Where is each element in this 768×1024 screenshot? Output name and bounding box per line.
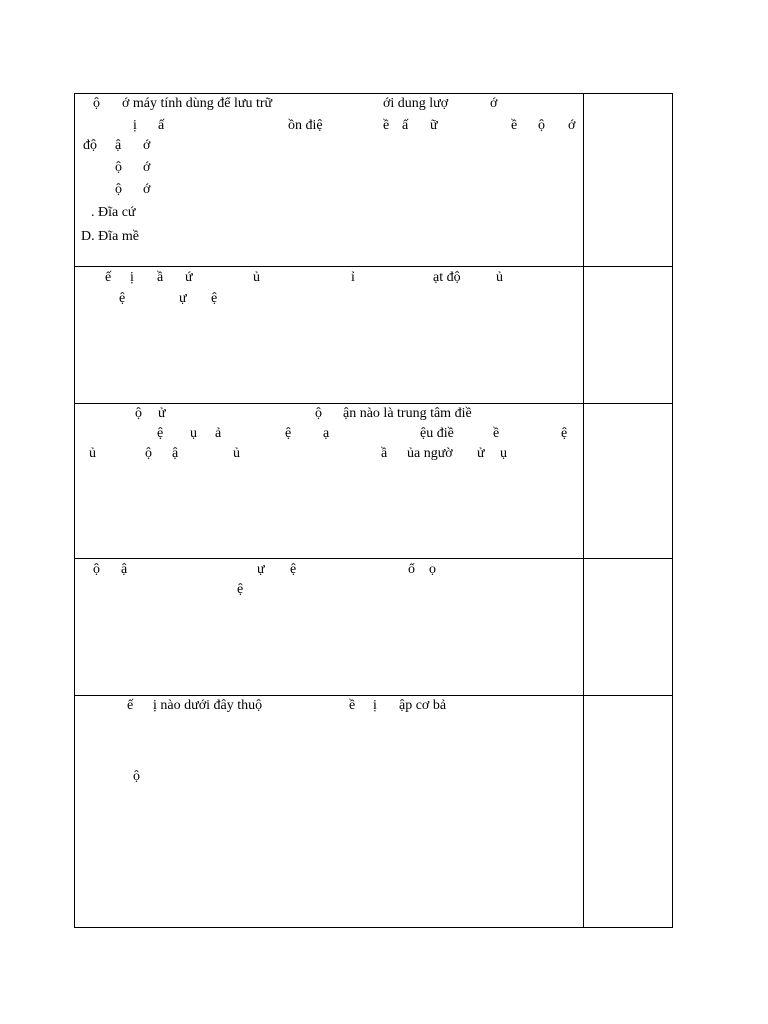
question-cell-1 <box>75 94 584 267</box>
question-text-fragment: ự <box>257 562 265 577</box>
question-text-fragment: ế <box>105 270 112 285</box>
question-text-fragment: ứ <box>185 270 193 285</box>
question-text-fragment: ộ <box>538 118 545 133</box>
question-text-fragment: ộ <box>133 769 140 784</box>
question-text-fragment: ế <box>127 698 134 713</box>
question-text-fragment: ớ <box>143 138 151 153</box>
question-text-fragment: ầ <box>381 446 388 461</box>
question-text-fragment: ạt độ <box>433 270 461 285</box>
question-text-fragment: ộ <box>115 182 122 197</box>
question-text-fragment: ủ <box>496 270 503 285</box>
question-text-fragment: ồn điệ <box>288 118 323 133</box>
question-text-fragment: ầ <box>157 270 164 285</box>
question-cell-5 <box>75 696 584 928</box>
question-text-fragment: ớ <box>568 118 576 133</box>
question-text-fragment: ớ <box>143 160 151 175</box>
question-text-fragment: ệ <box>237 582 244 597</box>
question-text-fragment: ạ <box>323 426 330 441</box>
question-text-fragment: ị <box>373 698 377 713</box>
question-text-fragment: ệ <box>211 291 218 306</box>
question-text-fragment: ề <box>511 118 518 133</box>
question-text-fragment: ớ <box>143 182 151 197</box>
question-row-4 <box>75 559 673 696</box>
question-text-fragment: ử <box>477 446 485 461</box>
question-text-fragment: ậ <box>121 562 128 577</box>
question-text-fragment: ộ <box>93 96 100 111</box>
question-text-fragment: ụ <box>190 426 197 441</box>
question-text-fragment: ủ <box>89 446 96 461</box>
question-text-fragment: ủ <box>253 270 260 285</box>
question-cell-3 <box>75 404 584 559</box>
question-text-fragment: ộ <box>115 160 122 175</box>
question-text-fragment: ổ <box>408 562 415 577</box>
question-text-fragment: ấ <box>158 118 165 133</box>
question-text-fragment: độ <box>83 138 97 153</box>
question-text-fragment: ậ <box>172 446 179 461</box>
question-text-fragment: ề <box>349 698 356 713</box>
question-text-fragment: ỉ <box>351 270 355 285</box>
question-text-fragment: ủ <box>233 446 240 461</box>
question-text-fragment: ả <box>215 426 222 441</box>
question-text-fragment: ệ <box>290 562 297 577</box>
question-cell-2 <box>75 267 584 404</box>
question-table <box>74 93 673 928</box>
question-row-1 <box>75 94 673 267</box>
question-row-2 <box>75 267 673 404</box>
question-text-fragment: ộ <box>315 406 322 421</box>
score-cell-3 <box>584 404 673 559</box>
question-text-fragment: ới dung lượ <box>383 96 449 111</box>
question-text-fragment: ề <box>383 118 390 133</box>
question-text-fragment: ề <box>493 426 500 441</box>
score-cell-5 <box>584 696 673 928</box>
question-text-fragment: ậ <box>115 138 122 153</box>
question-text-fragment: ữ <box>430 118 438 133</box>
question-text-fragment: ộ <box>93 562 100 577</box>
question-text-fragment: ệ <box>285 426 292 441</box>
question-text-fragment: ị <box>133 118 137 133</box>
score-cell-2 <box>584 267 673 404</box>
question-row-3 <box>75 404 673 559</box>
question-text-fragment: ử <box>158 406 166 421</box>
question-text-fragment: ệu điề <box>420 426 454 441</box>
question-text-fragment: ấ <box>402 118 409 133</box>
question-text-fragment: ọ <box>429 562 436 577</box>
question-text-fragment: ụ <box>500 446 507 461</box>
question-text-fragment: ệ <box>561 426 568 441</box>
score-cell-1 <box>584 94 673 267</box>
question-text-fragment: ộ <box>145 446 152 461</box>
question-text-fragment: ập cơ bả <box>399 698 447 713</box>
question-text-fragment: ệ <box>119 291 126 306</box>
question-text-fragment: ận nào là trung tâm điề <box>343 406 472 421</box>
question-row-5 <box>75 696 673 928</box>
question-text-fragment: . Đĩa cứ <box>91 205 136 220</box>
score-cell-4 <box>584 559 673 696</box>
question-text-fragment: ị nào dưới đây thuộ <box>153 698 263 713</box>
question-text-fragment: ị <box>130 270 134 285</box>
question-text-fragment: ệ <box>157 426 164 441</box>
question-text-fragment: ủa ngườ <box>407 446 453 461</box>
question-text-fragment: ộ <box>135 406 142 421</box>
question-text-fragment: ự <box>179 291 187 306</box>
question-text-fragment: ớ <box>490 96 498 111</box>
question-text-fragment: D. Đĩa mề <box>81 229 139 244</box>
question-text-fragment: ớ máy tính dùng để lưu trữ <box>122 96 273 111</box>
question-cell-4 <box>75 559 584 696</box>
